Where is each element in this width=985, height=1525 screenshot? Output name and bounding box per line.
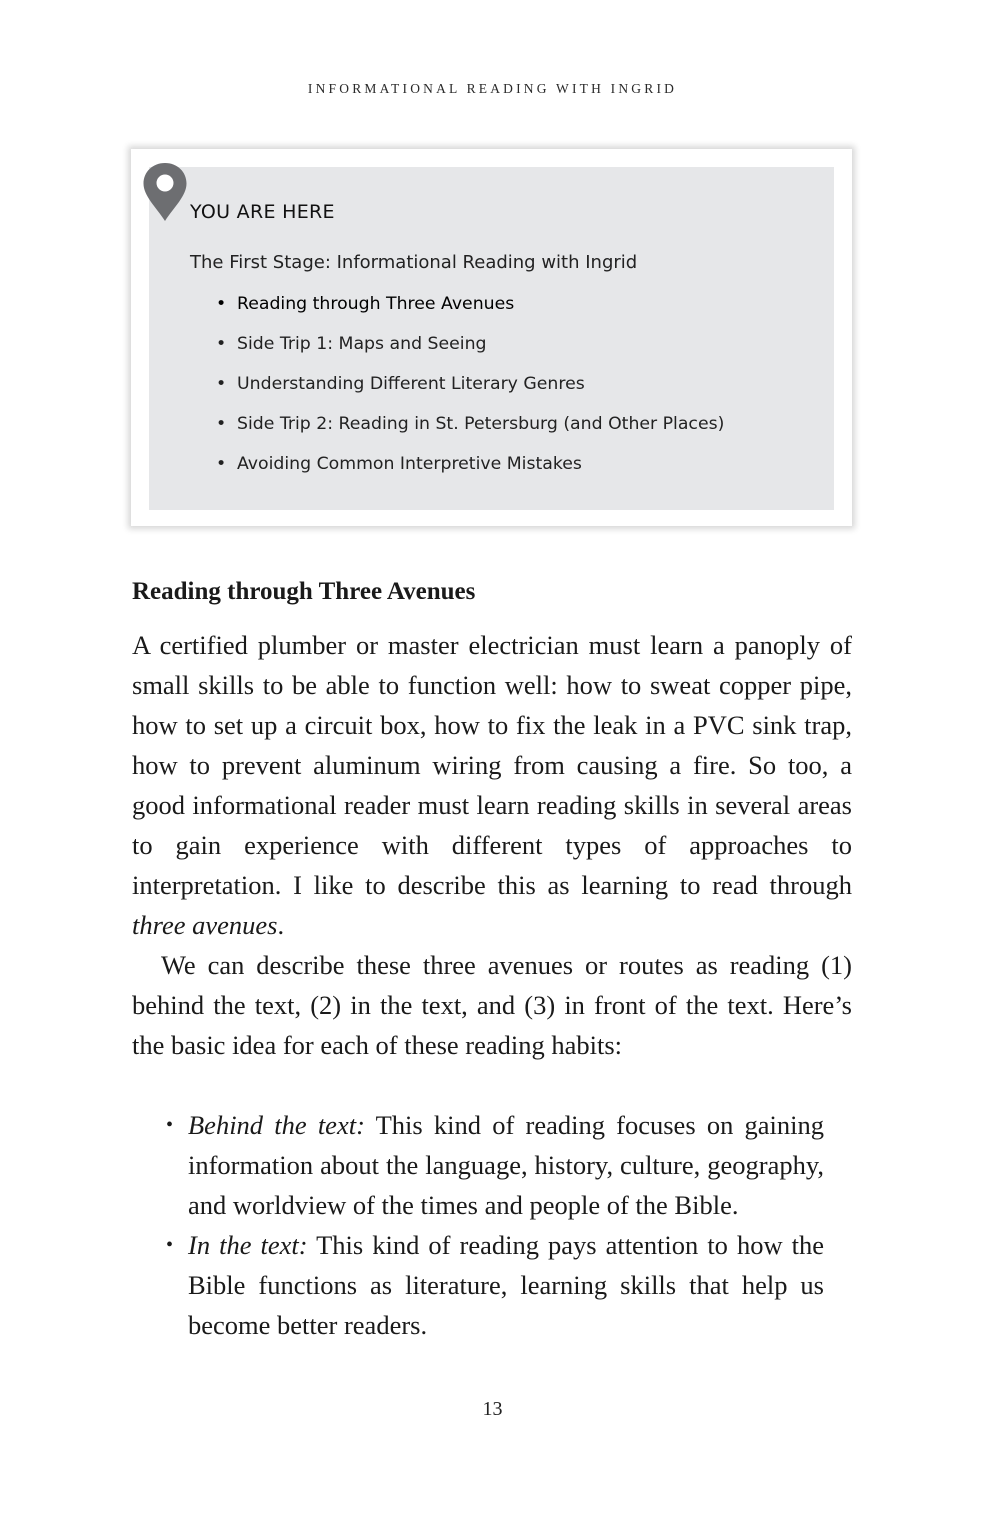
paragraph-text: A certified plumber or master electrician must learn a panoply of small skills to be able to function well: how to sweat copper pipe, how to set up a circuit box, how to fix the leak in a PVC sink trap, how to prevent aluminum wiring from causing a fire. So too, a good informational reader must learn reading skills in several areas to gain experience with different types of approaches to interpretation. I like to describe this as learning to read through — [132, 630, 852, 900]
map-pin-icon — [142, 161, 188, 223]
outline-item-current: • Reading through Three Avenues — [216, 292, 724, 332]
list-item — [166, 1225, 824, 1345]
avenues-list — [166, 1105, 824, 1345]
outline-item: • Avoiding Common Interpretive Mistakes — [216, 452, 724, 492]
list-item-text: This kind of reading pays attention to how the Bible functions as literature, learning skills that help us become better readers. — [188, 1230, 824, 1340]
list-item-term: Behind the text: — [188, 1110, 365, 1140]
outline-item: • Side Trip 1: Maps and Seeing — [216, 332, 724, 372]
outline-item: • Side Trip 2: Reading in St. Petersburg (and Other Places) — [216, 412, 724, 452]
section-heading: Reading through Three Avenues — [132, 578, 476, 605]
emphasis-text: three avenues — [132, 910, 278, 940]
list-item — [166, 1105, 824, 1225]
stage-outline-list — [216, 292, 724, 492]
list-item-text: This kind of reading focuses on gaining information about the language, history, culture, geography, and worldview of the times and people of the Bible. — [188, 1110, 824, 1220]
page-number: 13 — [482, 1398, 503, 1420]
running-head: INFORMATIONAL READING WITH INGRID — [307, 81, 678, 96]
paragraph: We can describe these three avenues or routes as reading (1) behind the text, (2) in the text, and (3) in front of the text. Here’s the basic idea for each of these reading habits: — [132, 950, 852, 1060]
box-title: YOU ARE HERE — [190, 201, 335, 223]
paragraph — [132, 625, 852, 945]
outline-item: • Understanding Different Literary Genres — [216, 372, 724, 412]
box-subtitle: The First Stage: Informational Reading with Ingrid — [190, 252, 638, 273]
paragraph-text: . — [277, 910, 285, 940]
list-item-term: In the text: — [188, 1230, 308, 1260]
